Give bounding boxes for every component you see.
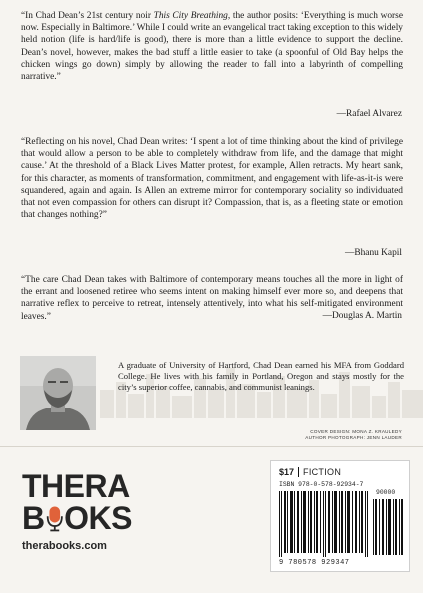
attribution-alvarez: —Rafael Alvarez xyxy=(336,109,402,119)
price-label: $17 xyxy=(279,467,299,477)
microphone-icon xyxy=(45,502,65,534)
barcode-bars xyxy=(277,491,405,557)
section-divider xyxy=(0,446,423,447)
cover-credits xyxy=(305,429,402,442)
attribution-martin: —Douglas A. Martin xyxy=(322,311,402,321)
isbn-number: ISBN 978-0-578-92934-7 xyxy=(279,481,364,488)
author-photograph-credit: AUTHOR PHOTOGRAPH: JENN LAUDER xyxy=(305,435,402,441)
author-photo xyxy=(20,356,96,430)
author-portrait-image xyxy=(20,356,96,430)
price-genre-row xyxy=(279,467,341,477)
cover-design-credit: COVER DESIGN: MONA Z. KRAULEDY xyxy=(310,429,402,434)
logo-text-oks: OKS xyxy=(64,500,132,536)
logo-line-books xyxy=(22,502,132,534)
author-bio: A graduate of University of Hartford, Chad Dean earned his MFA from Goddard College. He lives with his family in Portland, Oregon and stays mostly for the city’s superior coffee, cannabis, and communist leanings. xyxy=(118,360,404,392)
genre-label: FICTION xyxy=(303,467,342,477)
quote-martin: “The care Chad Dean takes with Baltimore of contemporary means touches all the more in light of the errant and loosened retiree who seems intent on making himself ever more so, and deepens that narrative reflex to perceive to retreat, intensely attentively, into what his self-mitigated environment leaves.” xyxy=(21,275,403,322)
price-addon-code: 90000 xyxy=(376,489,396,496)
ean-digits: 9 780578 929347 xyxy=(279,559,350,567)
quote-text: “In Chad Dean’s 21st century noir xyxy=(21,11,154,21)
attribution-kapil: —Bhanu Kapil xyxy=(344,248,402,258)
logo-text-thera: THERA xyxy=(22,468,130,504)
isbn-barcode-box xyxy=(270,460,410,572)
book-title: This City Breathing xyxy=(153,11,228,21)
thera-books-logo xyxy=(22,470,132,534)
quote-text: , the author posits: ‘Everything is much worse now. Especially in Baltimore.’ While I could write an evangelical tract taking exception to this widely held notion (life is hard/life is good), there is more than a little evidence to support the decline. Dean’s novel, however, makes the bad stuff a little easier to take (a spoonful of Old Bay helps the chicken wings go down) simply by allowing the reader to fall into a labyrinth of compelling narrative.” xyxy=(21,11,403,83)
logo-line-thera xyxy=(22,470,132,502)
logo-text-b: B xyxy=(22,500,45,536)
quote-alvarez xyxy=(21,10,403,83)
publisher-website: therabooks.com xyxy=(22,540,107,552)
quote-kapil: “Reflecting on his novel, Chad Dean writes: ‘I spent a lot of time thinking about the kind of privilege that would allow a person to be able to completely withdraw from life, and the damage that might cause.’ At the threshold of a Black Lives Matter protest, for example, Allen retracts. My heart sank, for this character, as moments of transformation, commitment, and engagement with life-as-it-is were squandered, again and again. Is Allen an extreme mirror for contemporary sociality so individuated that not even compassion for others can disrupt it? Compassion, that is, as a fleeting state or emotion that changes nothing?” xyxy=(21,137,403,221)
